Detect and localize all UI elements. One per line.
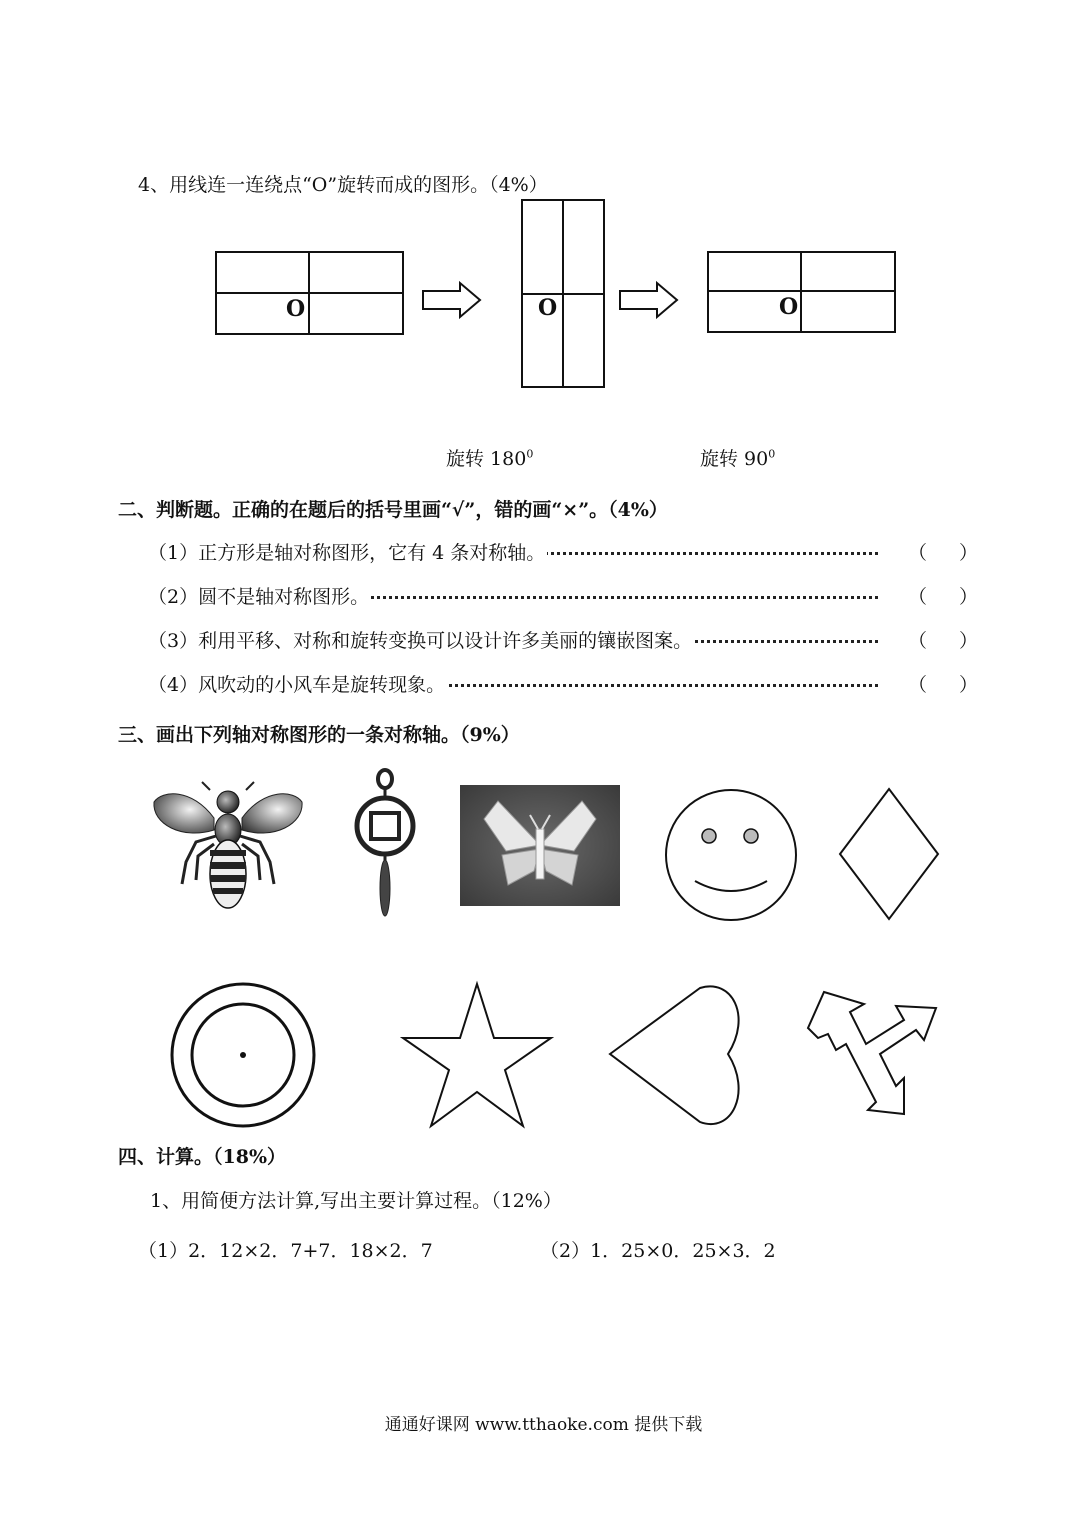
heart-icon	[606, 984, 746, 1130]
section4-heading: 四、计算。（18%）	[118, 1146, 286, 1168]
origami-butterfly-image	[460, 785, 620, 906]
calc-expression-2: （2）1．25×0．25×3．2	[540, 1240, 776, 1262]
rectangle-figure-2	[520, 198, 608, 391]
rhombus-icon	[836, 786, 942, 922]
arrow-shape-icon	[800, 986, 942, 1118]
judge-item-1: （1）正方形是轴对称图形，它有 4 条对称轴。 （ ）	[148, 538, 978, 564]
bee-icon	[152, 780, 304, 912]
judge-item-4: （4）风吹动的小风车是旋转现象。 （ ）	[148, 670, 978, 696]
caption-rotate-180: 旋转 $180^0$	[446, 447, 534, 470]
point-o-label-3: O	[779, 294, 799, 320]
caption-rotate-90: 旋转 $90^0$	[700, 447, 776, 470]
section3-heading: 三、画出下列轴对称图形的一条对称轴。（9%）	[118, 724, 520, 746]
point-o-label-1: O	[286, 296, 306, 322]
smiley-face-icon	[662, 786, 800, 924]
answer-bracket[interactable]: （ ）	[908, 582, 978, 609]
judge-item-3: （3）利用平移、对称和旋转变换可以设计许多美丽的镶嵌图案。 （ ）	[148, 626, 978, 652]
right-arrow-icon	[420, 280, 484, 320]
star-icon	[400, 980, 554, 1130]
right-arrow-icon	[617, 280, 681, 320]
q4-title: 4、用线连一连绕点“O”旋转而成的图形。（4%）	[138, 174, 548, 196]
calc-expression-1: （1）2．12×2．7+7．18×2．7	[138, 1240, 433, 1262]
footer-text: 通通好课网 www.tthaoke.com 提供下载	[384, 1415, 703, 1435]
calc-instruction: 1、用简便方法计算,写出主要计算过程。（12%）	[150, 1190, 562, 1212]
rectangle-figure-3	[706, 250, 898, 335]
answer-bracket[interactable]: （ ）	[908, 626, 978, 653]
judge-item-2: （2）圆不是轴对称图形。 （ ）	[148, 582, 978, 608]
section2-heading: 二、判断题。正确的在题后的括号里画“√”，错的画“×”。（4%）	[118, 499, 668, 521]
answer-bracket[interactable]: （ ）	[908, 670, 978, 697]
answer-bracket[interactable]: （ ）	[908, 538, 978, 565]
rectangle-figure-1	[214, 250, 406, 338]
point-o-label-2: O	[538, 295, 558, 321]
ornament-icon	[350, 768, 420, 920]
concentric-circles-icon	[168, 980, 318, 1130]
